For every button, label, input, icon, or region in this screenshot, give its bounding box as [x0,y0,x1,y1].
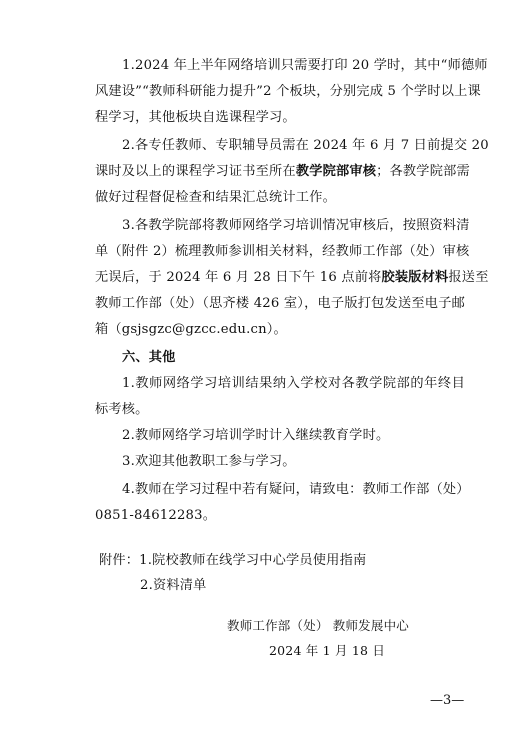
paragraph-3-line-3 [95,270,489,286]
signature-date: 2024 年 1 月 18 日 [269,643,386,658]
other-1-line-1: 1.教师网络学习培训结果纳入学校对各教学院部的年终目 [122,376,465,391]
paragraph-1-line-3: 程学习，其他板块自选课程学习。 [95,110,296,125]
page-number: —3— [430,693,465,708]
paragraph-3-line-1: 3.各教学院部将教师网络学习培训情况审核后，按照资料清 [122,218,470,233]
other-1-line-2: 标考核。 [95,402,149,417]
paragraph-1-line-1: 1.2024 年上半年网络培训只需要打印 20 学时，其中“师德师 [122,58,488,73]
paragraph-2-line-3: 做好过程督促检查和结果汇总统计工作。 [95,190,336,205]
paragraph-1-line-2: 风建设”“教师科研能力提升”2 个板块，分别完成 5 个学时以上课 [95,84,481,99]
paragraph-2-text-before: 课时及以上的课程学习证书至所在 [95,164,296,179]
other-2: 2.教师网络学习培训学时计入继续教育学时。 [122,428,390,443]
paragraph-3-line-2: 单（附件 2）梳理教师参训相关材料，经教师工作部（处）审核 [95,244,470,259]
paragraph-3-text-before: 无误后，于 2024 年 6 月 28 日下午 16 点前将 [95,270,382,285]
paragraph-2-line-1: 2.各专任教师、专职辅导员需在 2024 年 6 月 7 日前提交 20 [122,138,489,153]
attachment-line-1: 附件：1.院校教师在线学习中心学员使用指南 [99,553,367,568]
paragraph-2-line-2 [95,164,470,180]
section-heading: 六、其他 [122,350,176,365]
paragraph-2-text-after: ；各教学院部需 [376,164,470,179]
paragraph-3-line-5: 箱（gsjsgzc@gzcc.edu.cn）。 [95,322,287,337]
paragraph-3-line-4: 教师工作部（处）（思齐楼 426 室），电子版打包发送至电子邮 [95,296,465,311]
paragraph-3-bold-text: 胶装版材料 [381,270,449,285]
signature-departments: 教师工作部（处） 教师发展中心 [227,618,409,633]
other-4-line-2: 0851-84612283。 [95,508,217,523]
attachment-line-2: 2.资料清单 [140,578,207,593]
other-3: 3.欢迎其他教职工参与学习。 [122,454,296,469]
other-4-line-1: 4.教师在学习过程中若有疑问，请致电：教师工作部（处） [122,482,470,497]
paragraph-3-text-after: 报送至 [448,270,489,285]
paragraph-2-bold-text: 教学院部审核 [295,164,377,179]
